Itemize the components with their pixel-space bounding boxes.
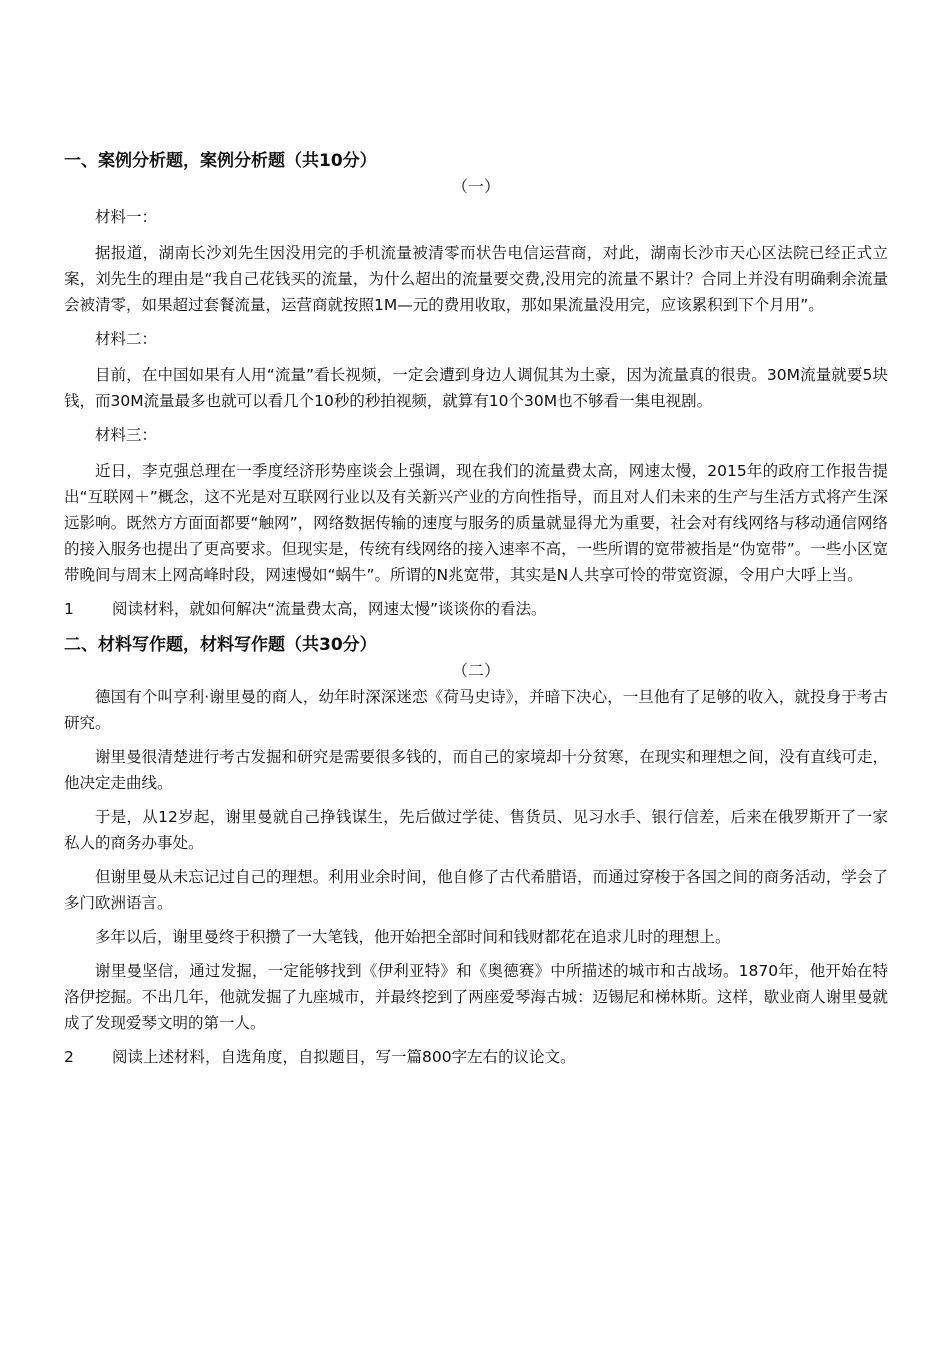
material3-label: 材料三： — [95, 426, 158, 444]
section1-heading: 一、案例分析题，案例分析题（共10分） — [64, 151, 377, 171]
question-2 — [64, 1044, 888, 1070]
material2-label: 材料二： — [95, 330, 158, 348]
section2-paragraph: 谢里曼坚信，通过发掘，一定能够找到《伊利亚特》和《奥德赛》中所描述的城市和古战场。1870年，他开始在特洛伊挖掘。不出几年，他就发掘了九座城市，并最终挖到了两座爱琴海古城：迈锡尼和梯林斯。这样，歇业商人谢里曼就成了发现爱琴文明的第一人。 — [64, 962, 888, 1032]
section2-paragraph: 于是，从12岁起，谢里曼就自己挣钱谋生，先后做过学徒、售货员、见习水手、银行信差，后来在俄罗斯开了一家私人的商务办事处。 — [64, 808, 888, 852]
question-2-number: 2 — [64, 1048, 74, 1066]
material1-text: 据报道，湖南长沙刘先生因没用完的手机流量被清零而状告电信运营商，对此，湖南长沙市天心区法院已经正式立案，刘先生的理由是“我自己花钱买的流量，为什么超出的流量要交费,没用完的流量不累计？合同上并没有明确剩余流量会被清零，如果超过套餐流量，运营商就按照1M—元的费用收取，那如果流量没用完，应该累积到下个月用”。 — [64, 244, 888, 314]
question-1-number: 1 — [64, 600, 74, 618]
material2-text: 目前，在中国如果有人用“流量”看长视频，一定会遭到身边人调侃其为土豪，因为流量真的很贵。30M流量就要5块钱，而30M流量最多也就可以看几个10秒的秒拍视频，就算有10个30M也不够看一集电视剧。 — [64, 366, 888, 410]
question-1-text: 阅读材料，就如何解决“流量费太高，网速太慢”谈谈你的看法。 — [112, 600, 547, 618]
material3-text: 近日，李克强总理在一季度经济形势座谈会上强调，现在我们的流量费太高，网速太慢，2015年的政府工作报告提出“互联网＋”概念，这不光是对互联网行业以及有关新兴产业的方向性指导，而且对人们未来的生产与生活方式将产生深远影响。既然方方面面都要“触网”，网络数据传输的速度与服务的质量就显得尤为重要，社会对有线网络与移动通信网络的接入服务也提出了更高要求。但现实是，传统有线网络的接入速率不高，一些所谓的宽带被指是“伪宽带”。一些小区宽带晚间与周末上网高峰时段，网速慢如“蜗牛”。所谓的N兆宽带，其实是N人共享可怜的带宽资源，令用户大呼上当。 — [64, 462, 888, 584]
section2-paragraph: 多年以后，谢里曼终于积攒了一大笔钱，他开始把全部时间和钱财都花在追求儿时的理想上。 — [95, 928, 731, 946]
question-1 — [64, 596, 888, 622]
section2-heading: 二、材料写作题，材料写作题（共30分） — [64, 635, 377, 655]
section2-paragraph: 德国有个叫亨利·谢里曼的商人，幼年时深深迷恋《荷马史诗》，并暗下决心，一旦他有了足够的收入，就投身于考古研究。 — [64, 688, 888, 732]
section1-subheading: （一） — [451, 177, 500, 196]
section2-paragraph: 但谢里曼从未忘记过自己的理想。利用业余时间，他自修了古代希腊语，而通过穿梭于各国之间的商务活动，学会了多门欧洲语言。 — [64, 868, 888, 912]
material1-label: 材料一： — [95, 208, 158, 226]
document-content — [64, 148, 888, 1070]
section2-paragraph: 谢里曼很清楚进行考古发掘和研究是需要很多钱的，而自己的家境却十分贫寒，在现实和理想之间，没有直线可走，他决定走曲线。 — [64, 748, 888, 792]
question-2-text: 阅读上述材料，自选角度，自拟题目，写一篇800字左右的议论文。 — [112, 1048, 576, 1066]
section2-subheading: （二） — [451, 661, 500, 680]
